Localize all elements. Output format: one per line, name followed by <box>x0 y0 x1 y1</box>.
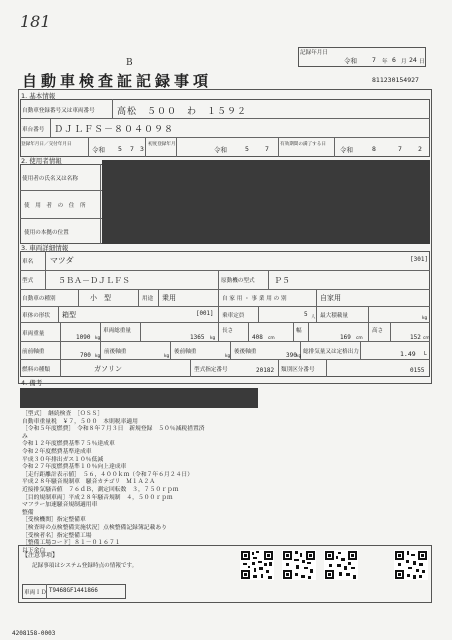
weight-value: 1090 <box>76 334 91 341</box>
private-label: 自 家 用 ・ 事 業 用 の 別 <box>222 296 287 302</box>
expiry-day: 2 <box>418 145 422 153</box>
height-value: 152 <box>410 334 421 341</box>
model-value: ５ＢＡ－ＤＪＬＦＳ <box>58 276 130 285</box>
vehicle-heading: 3. 車両詳細情報 <box>21 244 69 252</box>
vehicle-id-value: T9468GF1441866 <box>49 588 98 594</box>
make-value: マツダ <box>50 256 74 265</box>
body-value: 箱型 <box>62 311 76 319</box>
first-reg-month: 7 <box>130 145 134 153</box>
make-code: [301] <box>410 256 429 263</box>
width-unit: cm <box>356 336 363 341</box>
capacity-label: 乗車定員 <box>222 313 245 319</box>
qr-codes <box>240 548 430 584</box>
length-unit: cm <box>268 336 275 341</box>
displacement-label: 総排気量又は定格出力 <box>303 349 359 355</box>
user-info-redaction <box>102 160 430 244</box>
engine-label: 原動機の型式 <box>221 278 255 284</box>
fr-axle-unit: kg <box>164 354 170 359</box>
vin-label: 車台番号 <box>22 127 45 133</box>
record-date-month: 6 <box>392 56 396 64</box>
handwritten-number: 181 <box>20 12 51 31</box>
rf-axle-label: 後前軸重 <box>174 349 197 355</box>
remarks-text: ［型式］ 継続検査 ［ＯＳＳ］ 自動車重量税 ￥７，５００ 本則税率適用 ［令和５年度燃費］ 令和８年７月３日 新規登録 ５０％減税措置済 み 令和１２年度燃費基準７５％達成車 令和２年度燃費基準達成車 平成３０年排出ガス１０％低減 令和２７年度燃費基準１０％向上達成車 ［走行距離計表示値］ ５６，４００ｋｍ（令和７年６月２４日） 平成２８年騒音規制車 騒音カテゴリ Ｍ１Ａ２Ａ 近接排気騒音値 ７６ｄＢ，測定回転数 ３，７５０ｒｐｍ ［目的規制車両］平成２８年騒音規制 ４，５００ｒｐｍ マフラー加速騒音規制適用車 整備 ［受検機関］指定整備車 ［検査時の点検整備実施状況］点検整備記録簿記載あり ［受検者名］指定整備工場 ［整備工場コード］８１－０１６７１ 以下余白 <box>22 411 205 554</box>
fr-axle-label: 前後軸重 <box>104 349 127 355</box>
notice-heading: 【注意事項】 <box>22 552 59 559</box>
footer-code: 4208158-0003 <box>12 630 56 637</box>
length-label: 長さ <box>222 328 234 334</box>
first-year-era: 令和 <box>214 146 227 154</box>
use-value: 乗用 <box>162 294 176 302</box>
qr-code-3 <box>324 550 358 580</box>
qr-code-1 <box>240 550 274 580</box>
document-title: 自動車検査証記録事項 <box>22 72 213 90</box>
vehicle-id-label: 車両ＩＤ <box>24 590 47 596</box>
width-label: 幅 <box>296 328 302 334</box>
first-year-month: 7 <box>265 145 269 153</box>
reg-label: 自動車登録番号又は車両番号 <box>22 108 95 114</box>
fuel-value: ガソリン <box>94 365 122 373</box>
remarks-redaction <box>20 388 258 408</box>
user-name-label: 使用者の氏名又は名称 <box>22 176 78 182</box>
first-reg-day: 3 <box>140 145 144 153</box>
ff-axle-value: 700 <box>80 352 91 359</box>
expiry-label: 有効期間の満了する日 <box>280 142 326 147</box>
record-date-day-unit: 日 <box>419 59 425 65</box>
first-reg-era: 令和 <box>92 146 105 154</box>
first-reg-year: 5 <box>118 145 122 153</box>
record-date-day: 24 <box>409 56 417 64</box>
spec-value: 20182 <box>256 367 275 374</box>
height-unit: cm <box>423 336 430 341</box>
user-base-label: 使用の本拠の位置 <box>24 230 69 236</box>
letter-b: B <box>126 58 133 68</box>
expiry-era: 令和 <box>340 146 353 154</box>
capacity-value: 5 <box>304 311 308 318</box>
body-label: 車体の形状 <box>22 313 50 319</box>
ff-axle-label: 前前軸重 <box>22 349 45 355</box>
gross-label: 車両総重量 <box>103 328 131 334</box>
basic-heading: 1. 基本情報 <box>21 92 56 100</box>
model-label: 型式 <box>22 278 34 284</box>
body-code: [001] <box>196 311 214 317</box>
engine-value: Ｐ５ <box>274 276 290 285</box>
kind-label: 自動車の種別 <box>22 296 56 302</box>
first-reg-label: 登録年月日／交付年月日 <box>21 142 72 147</box>
qr-code-4 <box>394 550 428 580</box>
first-year-year: 5 <box>245 145 249 153</box>
record-date-year: 7 <box>372 56 376 64</box>
capacity-unit: 人 <box>311 315 316 320</box>
maxload-label: 最大積載量 <box>320 313 348 319</box>
length-value: 408 <box>252 334 263 341</box>
remarks-heading: 4. 備考 <box>21 379 43 387</box>
record-date-era: 令和 <box>344 57 357 65</box>
gross-unit: kg <box>210 336 216 341</box>
weight-label: 車両重量 <box>22 331 45 337</box>
spec-label: 型式指定番号 <box>194 367 228 373</box>
rr-axle-label: 後後軸重 <box>234 349 257 355</box>
first-year-label: 初度登録年月 <box>148 142 176 147</box>
user-address-label: 使 用 者 の 住 所 <box>24 203 86 209</box>
maxload-unit: kg <box>422 316 428 321</box>
record-date-year-unit: 年 <box>382 59 388 65</box>
rr-axle-unit: kg <box>296 354 302 359</box>
document-number: 811230154927 <box>372 76 419 84</box>
vin-value: ＤＪＬＦＳ－８０４０９８ <box>54 125 175 135</box>
expiry-year: 8 <box>372 145 376 153</box>
height-label: 高さ <box>372 328 384 334</box>
fuel-label: 燃料の種類 <box>22 367 50 373</box>
gross-value: 1365 <box>190 334 205 341</box>
make-label: 車名 <box>22 259 34 265</box>
displacement-value: 1.49 <box>400 350 416 358</box>
kind-value: 小 型 <box>90 294 111 302</box>
record-date-month-unit: 月 <box>401 59 407 65</box>
private-value: 自家用 <box>320 294 341 302</box>
rr-axle-value: 390 <box>286 352 297 359</box>
width-value: 169 <box>340 334 351 341</box>
notice-text: 記録事項はシステム登録時点の情報です。 <box>32 563 138 569</box>
record-date-label: 記録年月日 <box>300 50 328 56</box>
ff-axle-unit: kg <box>95 354 101 359</box>
displacement-unit: L <box>424 352 427 357</box>
reg-value: 高松 ５００ わ １５９２ <box>117 107 248 117</box>
rf-axle-unit: kg <box>225 354 231 359</box>
class-label: 類別区分番号 <box>281 367 315 373</box>
class-value: 0155 <box>410 367 425 374</box>
user-heading: 2. 使用者情報 <box>21 157 62 165</box>
expiry-month: 7 <box>398 145 402 153</box>
use-label: 用途 <box>142 296 154 302</box>
weight-unit: kg <box>95 336 101 341</box>
qr-code-2 <box>282 550 316 580</box>
